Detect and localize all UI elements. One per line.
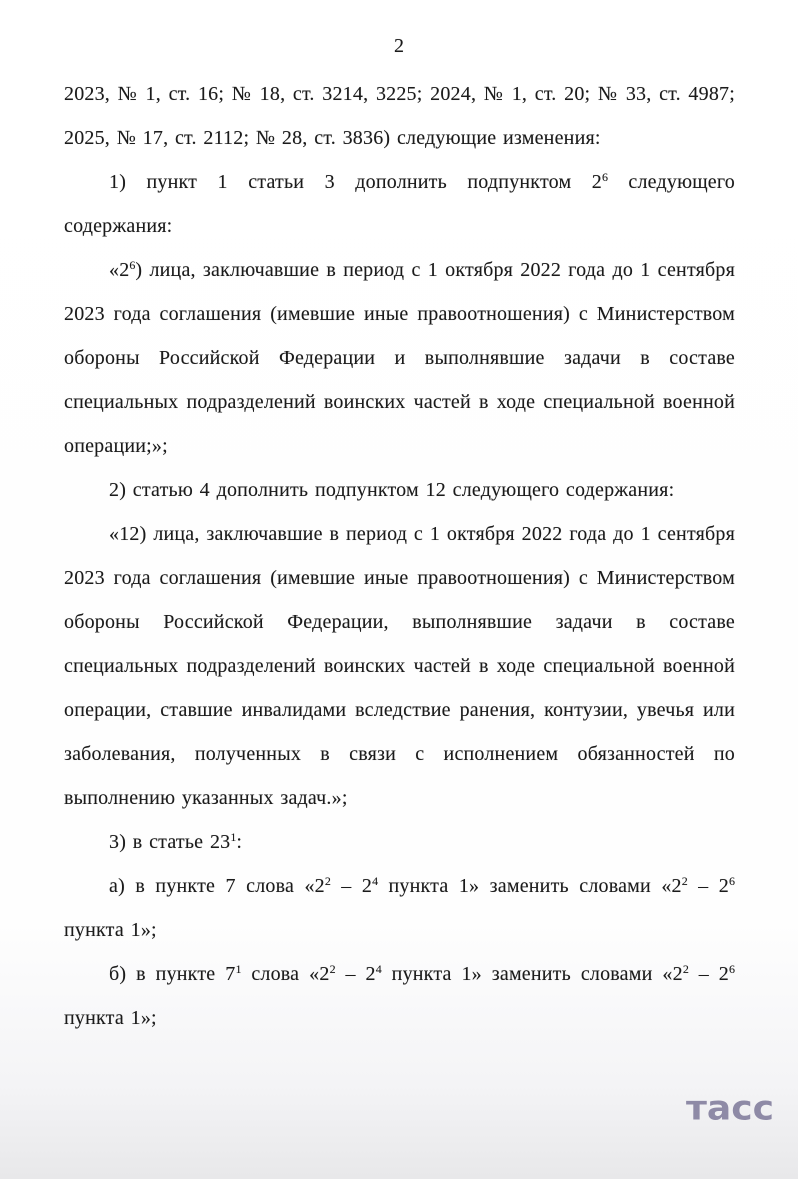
paragraph: 2023, № 1, ст. 16; № 18, ст. 3214, 3225; 2024, № 1, ст. 20; № 33, ст. 4987; 2025, № 17, ст. 2112; № 28, ст. 3836) следующие изменения: [64,83,735,149]
paragraph: б) в пункте $7^1$ слова «$2^2 - 2^4$ пункта 1» заменить словами «$2^2 - 2^6$ пункта 1»; [64,962,736,1029]
paragraph: 2) статью 4 дополнить подпунктом 12 следующего содержания: [109,479,675,501]
page-number: 2 [394,35,404,57]
document-body [64,72,735,1040]
paragraph: «12) лица, заключавшие в период с 1 октября 2022 года до 1 сентября 2023 года соглашения (имевшие иные правоотношения) с Министерством обороны Российской Федерации, выполнявшие задачи в составе специальных подразделений воинских частей в ходе специальной военной операции, ставшие инвалидами вследствие ранения, контузии, увечья или заболевания, полученных в связи с исполнением обязанностей по выполнению указанных задач.»; [64,523,735,809]
paragraph: а) в пункте 7 слова «$2^2 - 2^4$ пункта 1» заменить словами «$2^2 - 2^6$ пункта 1»; [64,874,735,941]
paragraph: 1) пункт 1 статьи 3 дополнить подпунктом $2^6$ следующего содержания: [64,170,735,237]
paragraph: 3) в статье $23^1$: [109,830,243,853]
paragraph: «$2^6$) лица, заключавшие в период с 1 октября 2022 года до 1 сентября 2023 года соглашения (имевшие иные правоотношения) с Министерством обороны Российской Федерации и выполнявшие задачи в составе специальных подразделений воинских частей в ходе специальной военной операции;»; [64,258,735,457]
tass-watermark-logo: тасс [685,1088,774,1128]
